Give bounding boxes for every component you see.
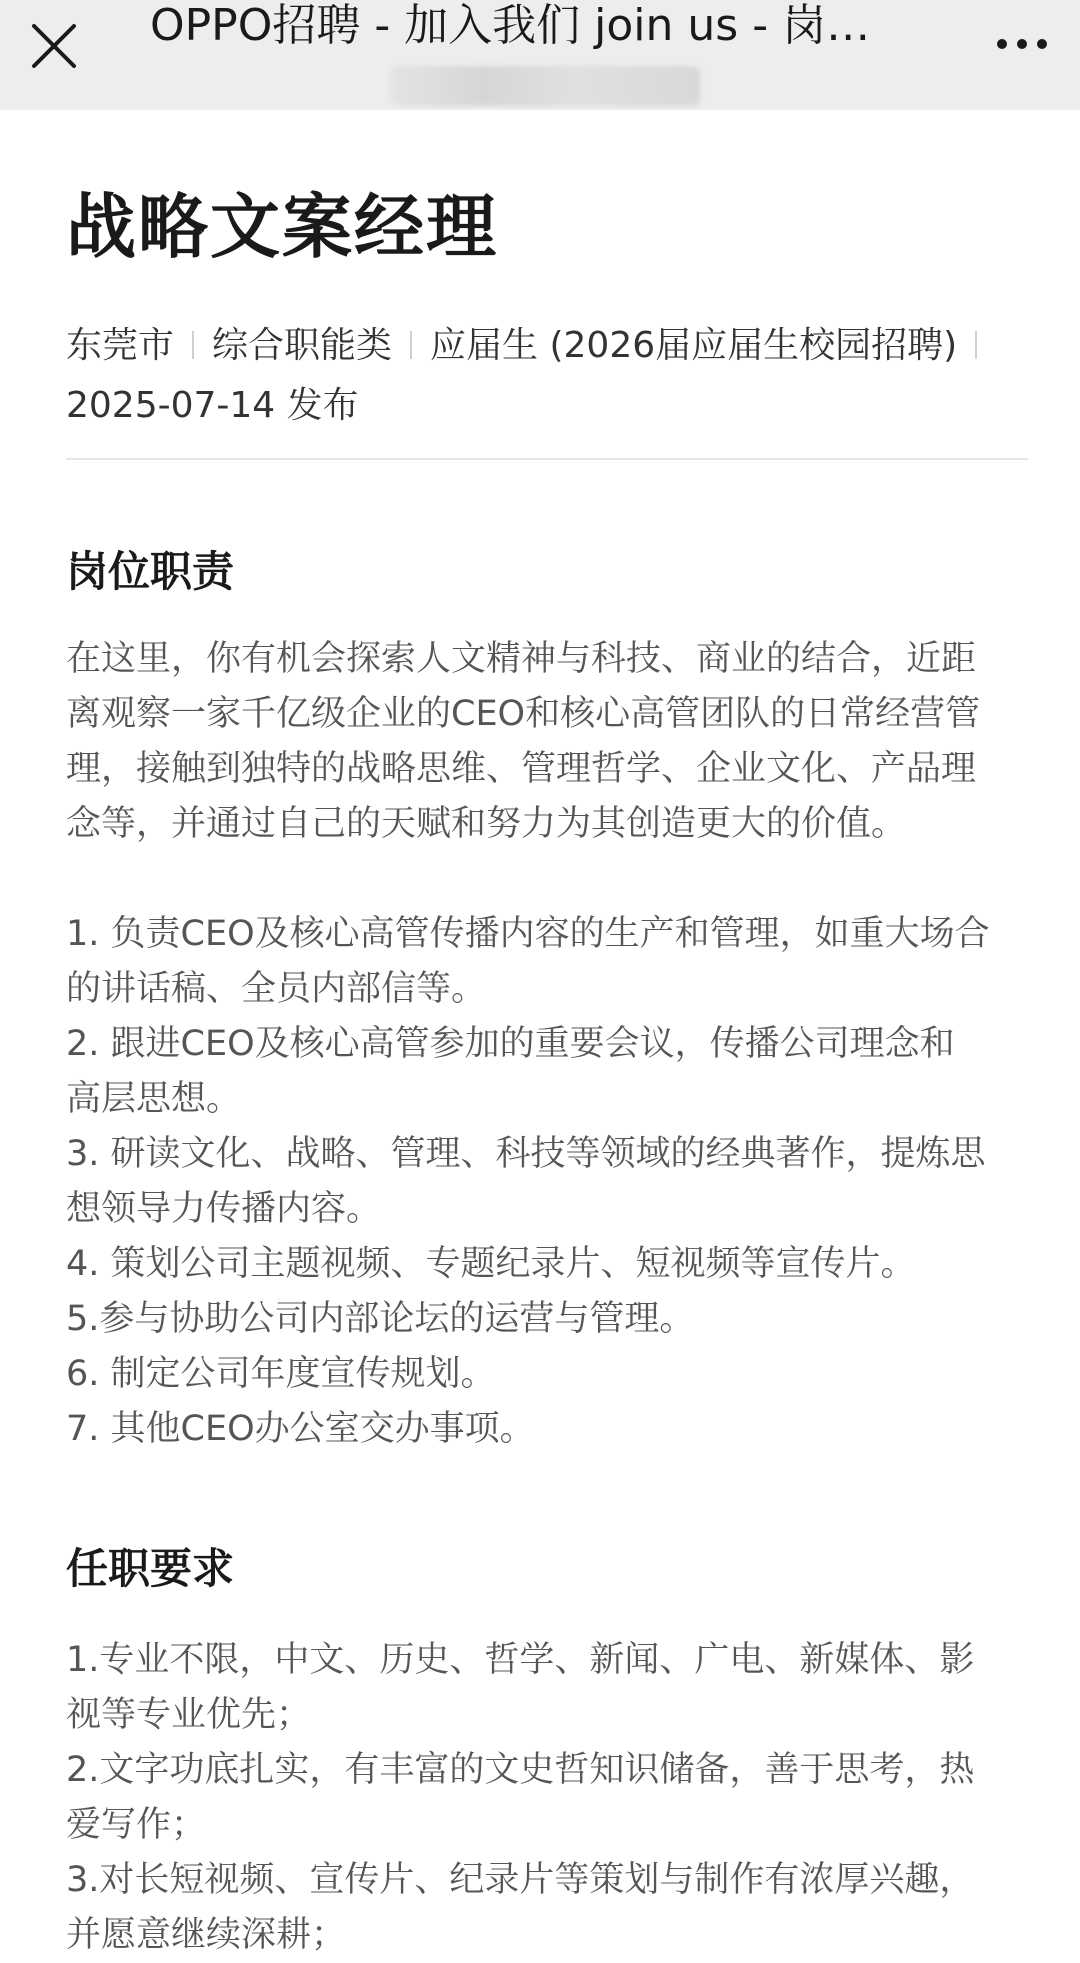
job-category: 综合职能类 [212,325,393,366]
intro-line: 离观察一家千亿级企业的CEO和核心高管团队的日常经营管 [66,694,981,734]
intro-line: 念等，并通过自己的天赋和努力为其创造更大的价值。 [66,804,907,844]
job-city: 东莞市 [66,325,175,366]
top-bar [0,0,1080,110]
duty-line: 5.参与协助公司内部论坛的运营与管理。 [66,1299,695,1339]
duty-line: 的讲话稿、全员内部信等。 [66,969,487,1009]
meta-separator [192,331,194,359]
requirements-heading: 任职要求 [66,1544,235,1593]
divider [66,458,1028,460]
more-dots-icon[interactable] [990,24,1054,64]
requirement-line: 视等专业优先； [66,1695,312,1735]
duty-line: 高层思想。 [66,1079,242,1119]
duty-line: 7. 其他CEO办公室交办事项。 [66,1409,535,1449]
duty-line: 想领导力传播内容。 [66,1189,382,1229]
duties-heading: 岗位职责 [66,547,235,596]
intro-line: 在这里，你有机会探索人文精神与科技、商业的结合，近距 [66,639,977,679]
page-title: OPPO招聘 - 加入我们 join us - 岗… [150,0,871,51]
requirement-line: 并愿意继续深耕； [66,1915,347,1955]
requirement-line: 爱写作； [66,1805,207,1845]
duties-intro [66,632,1026,852]
job-title: 战略文案经理 [66,186,498,268]
duty-line: 1. 负责CEO及核心高管传播内容的生产和管理，如重大场合 [66,914,990,954]
duties-list [66,907,1026,1457]
duty-line: 4. 策划公司主题视频、专题纪录片、短视频等宣传片。 [66,1244,916,1284]
duty-line: 3. 研读文化、战略、管理、科技等领域的经典著作，提炼思 [66,1134,986,1174]
blurred-url [390,66,700,106]
requirements-list [66,1633,1026,1963]
job-meta [66,316,1026,436]
requirement-line: 2.文字功底扎实，有丰富的文史哲知识储备，善于思考，热 [66,1750,975,1790]
duty-line: 2. 跟进CEO及核心高管参加的重要会议，传播公司理念和 [66,1024,955,1064]
publish-date: 2025-07-14 发布 [66,385,359,426]
requirement-line: 3.对长短视频、宣传片、纪录片等策划与制作有浓厚兴趣， [66,1860,975,1900]
close-icon[interactable] [26,18,82,74]
requirement-line: 1.专业不限，中文、历史、哲学、新闻、广电、新媒体、影 [66,1640,975,1680]
meta-separator [975,331,977,359]
meta-separator [410,331,412,359]
job-type: 应届生 (2026届应届生校园招聘) [430,325,958,366]
job-detail [66,110,1026,1963]
intro-line: 理，接触到独特的战略思维、管理哲学、企业文化、产品理 [66,749,977,789]
duty-line: 6. 制定公司年度宣传规划。 [66,1354,496,1394]
